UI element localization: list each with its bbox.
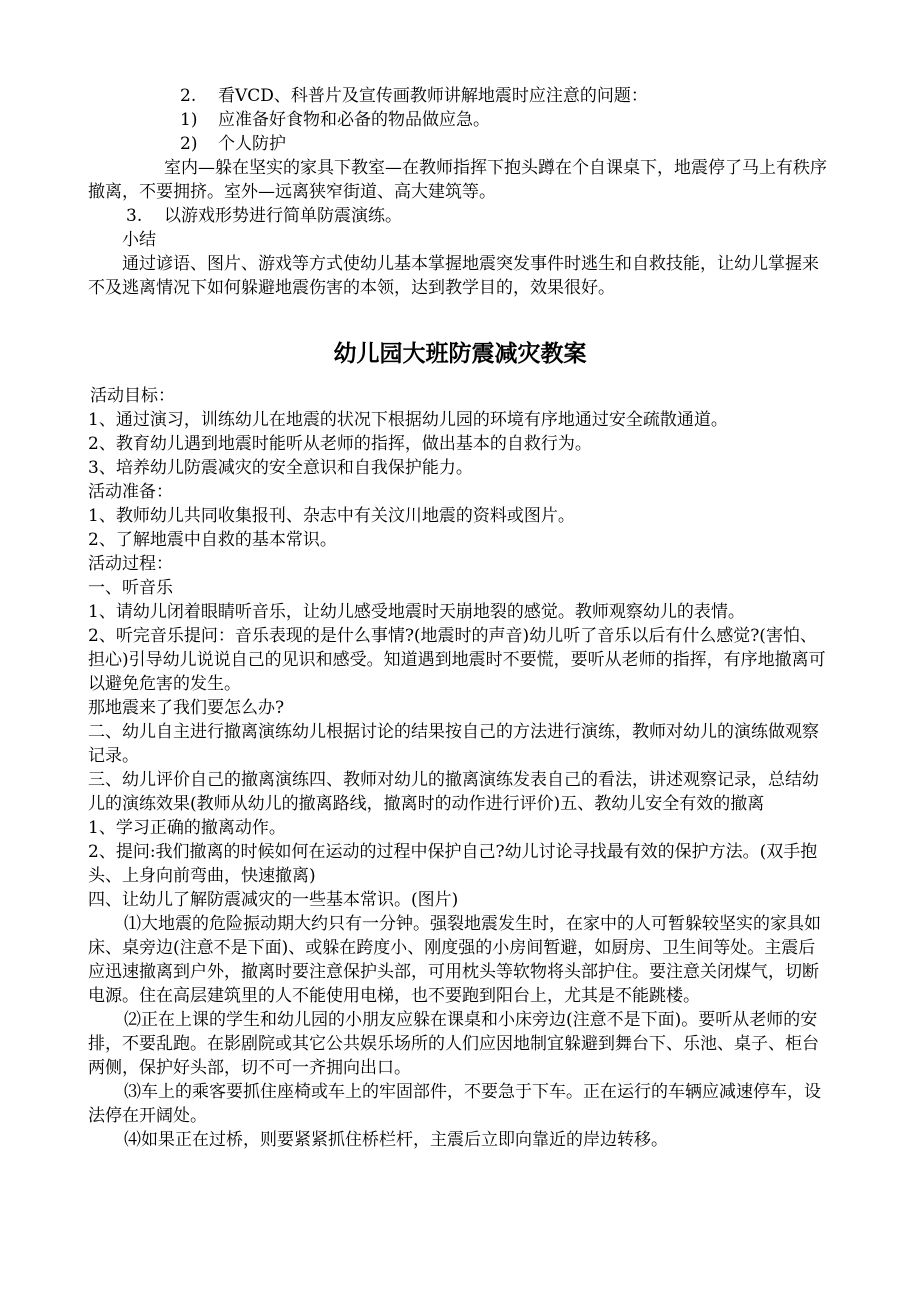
text-line: 一、听音乐 [88,578,173,598]
text-line: 1、请幼儿闭着眼睛听音乐，让幼儿感受地震时天崩地裂的感觉。教师观察幼儿的表情。 [88,602,745,622]
text-line: 1、通过演习，训练幼儿在地震的状况下根据幼儿园的环境有序地通过安全疏散通道。 [88,410,728,430]
list-item-2 [88,84,832,108]
sub-item-2 [88,132,832,156]
text-line: 2、听完音乐提问：音乐表现的是什么事情?(地震时的声音)幼儿听了音乐以后有什么感觉?(害怕、担心)引导幼儿说说自己的见识和感受。知道遇到地震时不要慌，要听从老师的指挥，有序地撤离可以避免危害的发生。 [88,626,826,694]
document-title: 幼儿园大班防震减灾教案 [333,341,587,367]
item-number: 1) [180,110,198,130]
knowledge-paragraph: ⑴大地震的危险振动期大约只有一分钟。强裂地震发生时，在家中的人可暂躲较坚实的家具如床、桌旁边(注意不是下面)、或躲在跨度小、刚度强的小房间暂避，如厨房、卫生间等处。主震后应迅速撤离到户外，撤离时要注意保护头部，可用枕头等软物将头部护住。要注意关闭煤气，切断电源。住在高层建筑里的人不能使用电梯，也不要跑到阳台上，尤其是不能跳楼。 [88,914,821,1006]
text-line: 1、教师幼儿共同收集报刊、杂志中有关汶川地震的资料或图片。 [88,506,575,526]
text-line: 2、了解地震中自救的基本常识。 [88,530,337,550]
summary-paragraph: 通过谚语、图片、游戏等方式使幼儿基本掌握地震突发事件时逃生和自救技能，让幼儿掌握来不及逃离情况下如何躲避地震伤害的本领，达到教学目的，效果很好。 [88,254,819,298]
text-line: 三、幼儿评价自己的撤离演练四、教师对幼儿的撤离演练发表自己的看法，讲述观察记录，总结幼儿的演练效果(教师从幼儿的撤离路线，撤离时的动作进行评价)五、教幼儿安全有效的撤离 [88,770,819,814]
list-item-3 [88,204,832,228]
text-line: 活动过程： [88,554,173,574]
text-line: 2、教育幼儿遇到地震时能听从老师的指挥，做出基本的自救行为。 [88,434,592,454]
text-line: 二、幼儿自主进行撤离演练幼儿根据讨论的结果按自己的方法进行演练，教师对幼儿的演练做观察记录。 [88,722,819,766]
item-number: 2) [180,134,198,154]
item-number: 3. [126,206,143,226]
item-text: 应准备好食物和必备的物品做应急。 [218,110,490,130]
summary-label: 小结 [122,230,156,250]
knowledge-paragraph: ⑶车上的乘客要抓住座椅或车上的牢固部件，不要急于下车。正在运行的车辆应减速停车，设法停在开阔处。 [88,1082,821,1126]
text-line: 活动准备： [88,482,173,502]
text-line: 3、培养幼儿防震减灾的安全意识和自我保护能力。 [88,458,473,478]
item-text: 以游戏形势进行简单防震演练。 [164,206,402,226]
text-line: 2、提问:我们撤离的时候如何在运动的过程中保护自己?幼儿讨论寻找最有效的保护方法。(双手抱头、上身向前弯曲，快速撤离) [88,842,818,886]
sub-item-1 [88,108,832,132]
document-page [88,84,832,1152]
item-text: 个人防护 [218,134,286,154]
activity-body [88,384,832,1152]
text-line: 1、学习正确的撤离动作。 [88,818,286,838]
text-line: 四、让幼儿了解防震减灾的一些基本常识。(图片) [88,890,459,910]
item-number: 2. [180,86,197,106]
item-text: 看VCD、科普片及宣传画教师讲解地震时应注意的问题： [218,86,648,106]
text-line: 活动目标： [90,386,175,406]
protection-paragraph: 室内—躲在坚实的家具下教室—在教师指挥下抱头蹲在个自课桌下，地震停了马上有秩序撤离，不要拥挤。室外—远离狭窄街道、高大建筑等。 [88,158,827,202]
knowledge-paragraph: ⑷如果正在过桥，则要紧紧抓住桥栏杆，主震后立即向靠近的岸边转移。 [124,1130,668,1150]
knowledge-paragraph: ⑵正在上课的学生和幼儿园的小朋友应躲在课桌和小床旁边(注意不是下面)。要听从老师的安排，不要乱跑。在影剧院或其它公共娱乐场所的人们应因地制宜躲避到舞台下、乐池、桌子、柜台两侧，保护好头部，切不可一齐拥向出口。 [88,1010,819,1078]
text-line: 那地震来了我们要怎么办? [88,698,285,718]
